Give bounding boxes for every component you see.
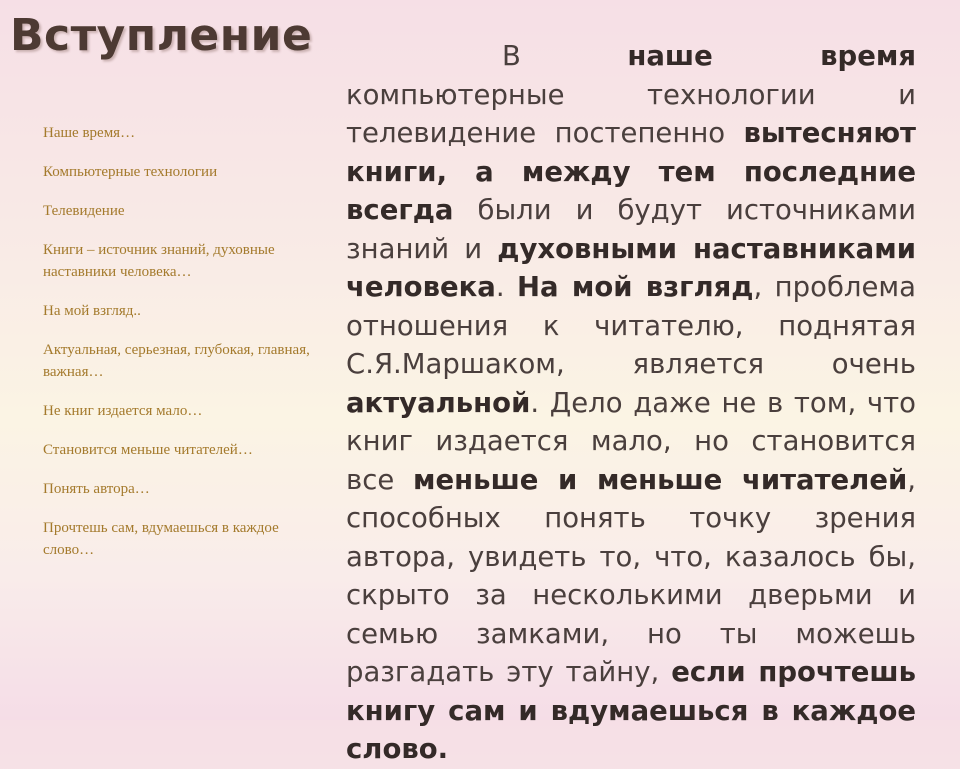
emphasis-segment: наше время xyxy=(627,40,916,72)
text-segment: , способных понять точку зрения автора, увидеть то, что, казалось бы, скрыто за несколькими дверьми и семью замками, но ты можешь разгадать эту тайну, xyxy=(346,463,916,688)
outline-item: Понять автора… xyxy=(43,481,150,497)
text-segment: . xyxy=(495,271,518,303)
slide-title: Вступление xyxy=(10,10,313,61)
outline-item: Книги – источник знаний, духовные наставники человека… xyxy=(43,242,275,280)
main-paragraph xyxy=(346,37,916,769)
emphasis-segment: На мой взгляд xyxy=(517,271,754,303)
text-segment: компьютерные технологии и телевидение постепенно xyxy=(346,78,916,149)
outline-item: Наше время… xyxy=(43,125,136,141)
emphasis-segment: меньше и меньше читателей xyxy=(413,463,908,496)
outline-item: Становится меньше читателей… xyxy=(43,442,253,458)
outline-item: Прочтешь сам, вдумаешься в каждое слово… xyxy=(43,520,279,558)
emphasis-segment: вытесняют книги, а между тем последние всегда xyxy=(346,117,916,226)
text-segment: , проблема отношения к читателю, поднятая С.Я.Маршаком, является очень xyxy=(346,271,916,380)
outline-item: Компьютерные технологии xyxy=(43,164,218,180)
emphasis-segment: духовными наставниками человека xyxy=(346,232,916,303)
emphasis-segment: актуальной xyxy=(346,386,531,419)
outline-item: Телевидение xyxy=(43,203,125,219)
text-segment: были и будут источниками знаний и xyxy=(346,194,916,265)
outline-list xyxy=(43,122,333,578)
outline-item: Актуальная, серьезная, глубокая, главная, важная… xyxy=(43,342,310,380)
text-segment: . Дело даже не в том, что книг издается мало, но становится все xyxy=(346,386,916,496)
text-segment: В xyxy=(502,40,628,72)
outline-item: На мой взгляд.. xyxy=(43,303,141,319)
emphasis-segment: если прочтешь книгу сам и вдумаешься в каждое слово. xyxy=(346,656,916,765)
outline-item: Не книг издается мало… xyxy=(43,403,203,419)
